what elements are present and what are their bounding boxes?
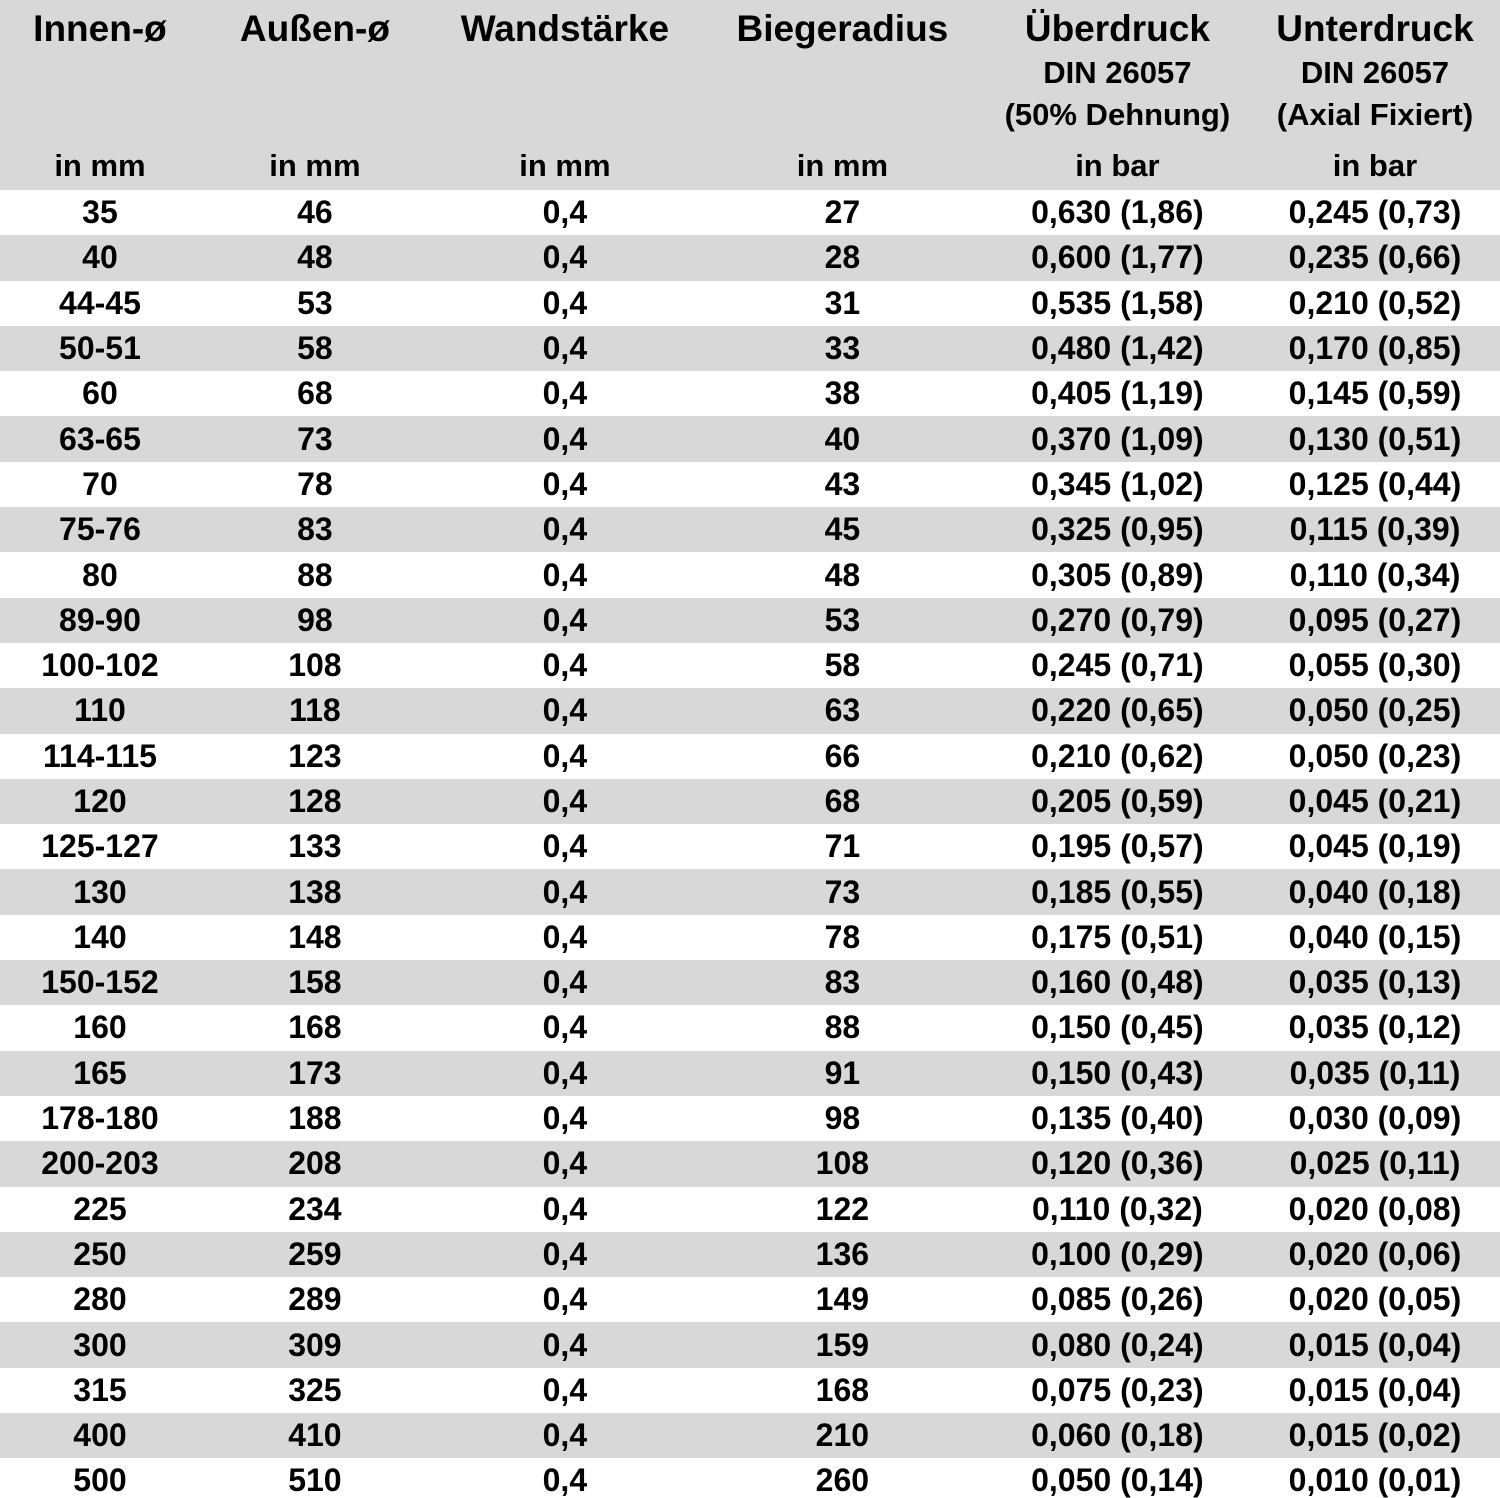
table-cell: 28 [824, 239, 861, 276]
table-cell: 0,020 (0,08) [1288, 1190, 1462, 1227]
table-cell: 0,245 (0,71) [1031, 647, 1204, 684]
table-cell: 0,345 (1,02) [1031, 465, 1204, 502]
table-row [0, 1051, 1500, 1096]
table-cell: 43 [824, 465, 861, 502]
table-cell: 136 [815, 1235, 870, 1272]
table-cell: 0,405 (1,19) [1031, 375, 1204, 412]
table-row [0, 960, 1500, 1005]
table-row [0, 688, 1500, 733]
table-cell: 0,040 (0,18) [1288, 873, 1462, 910]
table-cell: 158 [288, 964, 342, 1001]
column-header [0, 0, 200, 142]
table-cell: 31 [824, 284, 861, 321]
column-title: Außen-ø [239, 8, 390, 49]
table-cell: 78 [297, 465, 333, 502]
table-cell: 0,210 (0,62) [1031, 737, 1204, 774]
table-cell: 0,045 (0,19) [1288, 828, 1462, 865]
table-cell: 0,120 (0,36) [1031, 1145, 1204, 1182]
table-row [0, 416, 1500, 461]
table-cell: 68 [824, 783, 861, 819]
column-subtitle: (50% Dehnung) [1004, 97, 1231, 132]
table-cell: 66 [824, 737, 861, 774]
table-row [0, 734, 1500, 779]
table-cell: 0,115 (0,39) [1289, 511, 1461, 548]
table-cell: 0,100 (0,29) [1031, 1235, 1204, 1272]
table-cell: 83 [297, 511, 333, 548]
table-cell: 118 [289, 692, 341, 729]
column-subtitle: (Axial Fixiert) [1276, 97, 1474, 132]
table-cell: 128 [288, 783, 342, 819]
table-cell: 63 [824, 692, 861, 729]
table-cell: 150-152 [41, 964, 159, 1001]
column-unit: in mm [0, 142, 200, 190]
table-cell: 35 [82, 194, 118, 231]
table-cell: 0,4 [542, 239, 588, 276]
table-cell: 0,630 (1,86) [1031, 194, 1204, 231]
table-cell: 510 [288, 1462, 342, 1498]
table-cell: 160 [73, 1009, 127, 1046]
table-cell: 0,4 [542, 1100, 588, 1137]
table-cell: 0,025 (0,11) [1289, 1145, 1461, 1182]
table-cell: 0,130 (0,51) [1288, 420, 1462, 457]
table-cell: 98 [824, 1100, 861, 1137]
table-cell: 0,4 [542, 647, 588, 684]
table-cell: 315 [73, 1371, 127, 1408]
table-cell: 0,4 [542, 1326, 588, 1363]
table-cell: 168 [815, 1371, 870, 1408]
table-cell: 91 [824, 1054, 861, 1091]
table-cell: 0,4 [542, 692, 588, 729]
table-cell: 178-180 [41, 1100, 159, 1137]
table-cell: 0,305 (0,89) [1031, 556, 1204, 593]
table-cell: 40 [824, 420, 861, 457]
table-row [0, 824, 1500, 869]
column-title: Biegeradius [736, 8, 949, 49]
table-cell: 110 [74, 692, 126, 729]
table-row [0, 1368, 1500, 1413]
table-row [0, 1322, 1500, 1367]
column-unit: in bar [985, 142, 1250, 190]
table-cell: 309 [288, 1326, 342, 1363]
table-cell: 200-203 [41, 1145, 159, 1182]
table-cell: 0,150 (0,45) [1031, 1009, 1204, 1046]
table-cell: 38 [824, 375, 861, 412]
table-cell: 0,4 [542, 1417, 588, 1454]
table-cell: 0,030 (0,09) [1288, 1100, 1462, 1137]
table-cell: 0,195 (0,57) [1031, 828, 1204, 865]
table-cell: 73 [297, 420, 333, 457]
table-cell: 0,170 (0,85) [1288, 330, 1462, 367]
table-cell: 98 [297, 601, 333, 638]
table-cell: 165 [73, 1054, 127, 1091]
table-row [0, 371, 1500, 416]
column-title: Unterdruck [1276, 8, 1474, 49]
table-cell: 0,205 (0,59) [1031, 783, 1204, 819]
table-row [0, 326, 1500, 371]
table-cell: 0,020 (0,06) [1288, 1235, 1462, 1272]
table-row [0, 1096, 1500, 1141]
table-cell: 0,4 [542, 1190, 588, 1227]
table-row [0, 552, 1500, 597]
column-subtitle: DIN 26057 [1300, 55, 1450, 90]
table-cell: 88 [824, 1009, 861, 1046]
table-row [0, 1005, 1500, 1050]
column-header [200, 0, 430, 142]
table-cell: 0,4 [542, 330, 588, 367]
table-cell: 122 [815, 1190, 870, 1227]
table-body [0, 190, 1500, 1498]
table-cell: 0,035 (0,12) [1288, 1009, 1462, 1046]
table-cell: 234 [288, 1190, 342, 1227]
table-cell: 0,4 [542, 1145, 588, 1182]
table-cell: 0,110 (0,32) [1032, 1190, 1203, 1227]
table-row [0, 281, 1500, 326]
column-subtitle: DIN 26057 [1043, 55, 1192, 90]
table-header [0, 0, 1500, 190]
table-cell: 44-45 [59, 284, 141, 321]
table-cell: 259 [288, 1235, 342, 1272]
table-cell: 48 [297, 239, 333, 276]
table-cell: 0,040 (0,15) [1288, 918, 1462, 955]
table-cell: 0,015 (0,02) [1288, 1417, 1462, 1454]
table-cell: 58 [824, 647, 861, 684]
table-cell: 80 [82, 556, 118, 593]
column-header [985, 0, 1250, 142]
column-unit: in mm [700, 142, 985, 190]
table-cell: 0,4 [542, 1009, 588, 1046]
table-cell: 0,4 [542, 194, 588, 231]
table-cell: 53 [297, 284, 333, 321]
table-cell: 130 [73, 873, 127, 910]
table-cell: 0,600 (1,77) [1031, 239, 1204, 276]
table-cell: 100-102 [41, 647, 159, 684]
table-cell: 108 [288, 647, 342, 684]
table-row [0, 1413, 1500, 1458]
table-cell: 0,045 (0,21) [1288, 783, 1462, 819]
table-cell: 400 [73, 1417, 127, 1454]
table-cell: 140 [73, 918, 127, 955]
table-cell: 0,4 [542, 1371, 588, 1408]
table-cell: 58 [297, 330, 333, 367]
column-title: Wandstärke [460, 8, 670, 49]
table-cell: 50-51 [59, 330, 141, 367]
table-cell: 0,245 (0,73) [1288, 194, 1462, 231]
column-title: Überdruck [1024, 8, 1210, 49]
table-cell: 0,325 (0,95) [1031, 511, 1204, 548]
table-cell: 89-90 [59, 601, 141, 638]
table-cell: 0,185 (0,55) [1031, 873, 1204, 910]
table-row [0, 1141, 1500, 1186]
table-cell: 114-115 [43, 737, 157, 774]
table-row [0, 598, 1500, 643]
table-cell: 40 [82, 239, 118, 276]
table-cell: 0,220 (0,65) [1031, 692, 1204, 729]
table-cell: 0,095 (0,27) [1288, 601, 1462, 638]
table-cell: 71 [824, 828, 861, 865]
table-cell: 45 [824, 511, 861, 548]
table-cell: 159 [815, 1326, 870, 1363]
table-cell: 125-127 [41, 828, 159, 865]
table-cell: 46 [297, 194, 333, 231]
table-cell: 0,080 (0,24) [1031, 1326, 1204, 1363]
table-cell: 0,050 (0,25) [1288, 692, 1462, 729]
table-row [0, 235, 1500, 280]
table-cell: 0,370 (1,09) [1031, 420, 1204, 457]
table-row [0, 779, 1500, 824]
table-cell: 120 [73, 783, 127, 819]
table-cell: 0,035 (0,11) [1289, 1054, 1461, 1091]
table-cell: 280 [73, 1281, 127, 1318]
table-cell: 0,4 [542, 873, 588, 910]
table-cell: 0,145 (0,59) [1288, 375, 1462, 412]
table-cell: 0,480 (1,42) [1031, 330, 1204, 367]
table-cell: 0,4 [542, 1281, 588, 1318]
table-cell: 0,4 [542, 284, 588, 321]
table-cell: 48 [824, 556, 861, 593]
table-cell: 0,135 (0,40) [1031, 1100, 1204, 1137]
table-cell: 0,4 [542, 1462, 588, 1498]
table-cell: 410 [288, 1417, 342, 1454]
table-cell: 0,050 (0,14) [1031, 1462, 1204, 1498]
table-cell: 75-76 [59, 511, 141, 548]
table-cell: 208 [288, 1145, 342, 1182]
table-cell: 0,010 (0,01) [1288, 1462, 1462, 1498]
table-cell: 0,160 (0,48) [1031, 964, 1204, 1001]
table-row [0, 915, 1500, 960]
table-cell: 0,4 [542, 1235, 588, 1272]
table-cell: 0,150 (0,43) [1031, 1054, 1204, 1091]
table-cell: 0,4 [542, 511, 588, 548]
table-cell: 0,4 [542, 465, 588, 502]
table-cell: 68 [297, 375, 333, 412]
table-row [0, 462, 1500, 507]
table-cell: 168 [288, 1009, 342, 1046]
table-cell: 60 [82, 375, 118, 412]
table-cell: 0,4 [542, 737, 588, 774]
table-cell: 0,4 [542, 601, 588, 638]
table-cell: 300 [73, 1326, 127, 1363]
table-row [0, 1232, 1500, 1277]
table-cell: 0,015 (0,04) [1288, 1326, 1462, 1363]
table-cell: 0,4 [542, 375, 588, 412]
table-cell: 78 [824, 918, 861, 955]
column-title: Innen-ø [33, 8, 167, 49]
table-cell: 500 [73, 1462, 127, 1498]
table-cell: 73 [824, 873, 861, 910]
table-cell: 123 [288, 737, 342, 774]
table-row [0, 869, 1500, 914]
table-cell: 0,075 (0,23) [1031, 1371, 1204, 1408]
table-cell: 173 [288, 1054, 342, 1091]
table-cell: 0,4 [542, 964, 588, 1001]
table-cell: 133 [288, 828, 342, 865]
table-cell: 70 [82, 465, 118, 502]
table-cell: 0,050 (0,23) [1288, 737, 1462, 774]
column-header [700, 0, 985, 142]
table-cell: 0,4 [542, 420, 588, 457]
table-row [0, 1277, 1500, 1322]
table-cell: 0,085 (0,26) [1031, 1281, 1204, 1318]
table-cell: 0,015 (0,04) [1288, 1371, 1462, 1408]
table-cell: 325 [288, 1371, 342, 1408]
table-cell: 0,125 (0,44) [1288, 465, 1462, 502]
table-row [0, 1458, 1500, 1498]
table-cell: 0,175 (0,51) [1031, 918, 1204, 955]
table-cell: 210 [815, 1417, 870, 1454]
table-cell: 0,110 (0,34) [1289, 556, 1461, 593]
table-cell: 33 [824, 330, 861, 367]
table-cell: 53 [824, 601, 861, 638]
header-title-row [0, 0, 1500, 142]
table-cell: 149 [815, 1281, 870, 1318]
table-row [0, 1187, 1500, 1232]
table-cell: 188 [288, 1100, 342, 1137]
table-cell: 0,060 (0,18) [1031, 1417, 1204, 1454]
table-cell: 0,055 (0,30) [1288, 647, 1462, 684]
table-cell: 289 [288, 1281, 342, 1318]
header-units-row [0, 142, 1500, 190]
table-cell: 250 [73, 1235, 127, 1272]
column-unit: in bar [1250, 142, 1500, 190]
table-cell: 0,210 (0,52) [1288, 284, 1462, 321]
table-cell: 260 [815, 1462, 870, 1498]
table-cell: 0,4 [542, 783, 588, 819]
column-header [430, 0, 700, 142]
table-cell: 0,235 (0,66) [1288, 239, 1462, 276]
table-row [0, 190, 1500, 235]
column-header [1250, 0, 1500, 142]
table-cell: 0,020 (0,05) [1288, 1281, 1462, 1318]
table-cell: 0,035 (0,13) [1288, 964, 1462, 1001]
table-cell: 0,4 [542, 918, 588, 955]
table-cell: 0,270 (0,79) [1031, 601, 1204, 638]
table-cell: 0,4 [542, 1054, 588, 1091]
table-cell: 148 [288, 918, 342, 955]
table-cell: 0,4 [542, 828, 588, 865]
table-cell: 0,535 (1,58) [1031, 284, 1204, 321]
table-cell: 83 [824, 964, 861, 1001]
table-cell: 27 [824, 194, 861, 231]
table-cell: 108 [815, 1145, 870, 1182]
table-cell: 88 [297, 556, 333, 593]
table-cell: 63-65 [59, 420, 141, 457]
table-row [0, 507, 1500, 552]
table-row [0, 643, 1500, 688]
table-cell: 0,4 [542, 556, 588, 593]
table-cell: 138 [288, 873, 342, 910]
table-cell: 225 [73, 1190, 127, 1227]
column-unit: in mm [430, 142, 700, 190]
column-unit: in mm [200, 142, 430, 190]
